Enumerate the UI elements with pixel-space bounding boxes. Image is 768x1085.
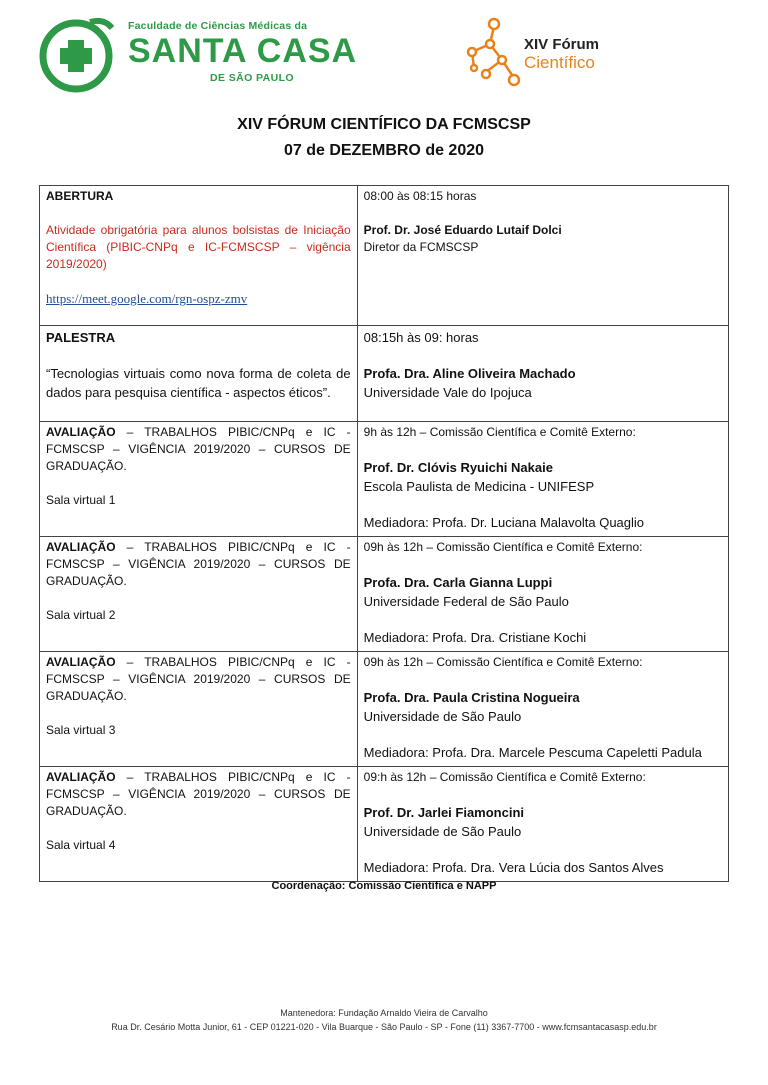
page-date: 07 de DEZEMBRO de 2020 xyxy=(283,142,485,159)
row-affiliation: Universidade Vale do Ipojuca xyxy=(363,385,532,400)
row-left-cell xyxy=(40,422,358,537)
footer-address: Rua Dr. Cesário Motta Junior, 61 - CEP 01221-020 - Vila Buarque - São Paulo - SP - Fone (11) 3367-7700 - www.fcmsantacasasp.edu.br xyxy=(111,1022,657,1032)
row-left-cell xyxy=(40,767,358,882)
row-description: – TRABALHOS PIBIC/CNPq e IC - FCMSCSP – VIGÊNCIA 2019/2020 – CURSOS DE GRADUAÇÃO. xyxy=(46,770,351,818)
logo-faculdade-text: Faculdade de Ciências Médicas da xyxy=(128,20,308,32)
row-affiliation: Diretor da FCMSCSP xyxy=(363,240,479,254)
row-mediator: Mediadora: Profa. Dr. Luciana Malavolta Quaglio xyxy=(363,515,645,530)
row-time: 08:15h às 09: horas xyxy=(363,330,479,345)
logo-santa-casa-text: SANTA CASA xyxy=(128,32,358,70)
row-text xyxy=(46,539,351,590)
page-title: XIV FÓRUM CIENTÍFICO DA FCMSCSP xyxy=(237,116,531,133)
row-mediator: Mediadora: Profa. Dra. Marcele Pescuma Capeletti Padula xyxy=(363,745,702,760)
row-speaker: Prof. Dr. José Eduardo Lutaif Dolci xyxy=(363,223,562,237)
row-room: Sala virtual 3 xyxy=(46,723,116,737)
row-room: Sala virtual 4 xyxy=(46,838,116,852)
row-right-cell xyxy=(357,326,728,422)
row-speaker: Profa. Dra. Aline Oliveira Machado xyxy=(363,366,576,381)
row-left-cell xyxy=(40,652,358,767)
row-affiliation: Escola Paulista de Medicina - UNIFESP xyxy=(363,479,595,494)
meet-link[interactable]: https://meet.google.com/rgn-ospz-zmv xyxy=(46,291,248,306)
row-affiliation: Universidade Federal de São Paulo xyxy=(363,594,569,609)
row-time: 9h às 12h – Comissão Científica e Comitê Externo: xyxy=(363,425,636,439)
molecule-icon xyxy=(462,16,532,88)
logo-sao-paulo-text: DE SÃO PAULO xyxy=(210,72,294,84)
table-row xyxy=(40,186,729,326)
schedule-table xyxy=(39,185,729,882)
row-speaker: Profa. Dra. Paula Cristina Nogueira xyxy=(363,690,580,705)
row-right-cell xyxy=(357,537,728,652)
row-time: 08:00 às 08:15 horas xyxy=(363,189,477,203)
row-room: Sala virtual 1 xyxy=(46,493,116,507)
row-mediator: Mediadora: Profa. Dra. Cristiane Kochi xyxy=(363,630,587,645)
row-text xyxy=(46,769,351,820)
row-speaker: Prof. Dr. Jarlei Fiamoncini xyxy=(363,805,525,820)
header-logos xyxy=(0,0,768,100)
footer-mantenedora: Mantenedora: Fundação Arnaldo Vieira de Carvalho xyxy=(280,1008,488,1018)
row-text xyxy=(46,654,351,705)
row-affiliation: Universidade de São Paulo xyxy=(363,824,522,839)
row-note: Atividade obrigatória para alunos bolsistas de Iniciação Científica (PIBIC-CNPq e IC-FCMSCSP – vigência 2019/2020) xyxy=(46,223,351,271)
row-description: – TRABALHOS PIBIC/CNPq e IC - FCMSCSP – VIGÊNCIA 2019/2020 – CURSOS DE GRADUAÇÃO. xyxy=(46,425,351,473)
row-heading: AVALIAÇÃO xyxy=(46,540,116,554)
row-heading: PALESTRA xyxy=(46,330,116,345)
row-heading: AVALIAÇÃO xyxy=(46,770,116,784)
row-room: Sala virtual 2 xyxy=(46,608,116,622)
row-heading: AVALIAÇÃO xyxy=(46,655,116,669)
row-speaker: Profa. Dra. Carla Gianna Luppi xyxy=(363,575,553,590)
row-left-cell xyxy=(40,186,358,326)
row-description: – TRABALHOS PIBIC/CNPq e IC - FCMSCSP – VIGÊNCIA 2019/2020 – CURSOS DE GRADUAÇÃO. xyxy=(46,540,351,588)
table-row xyxy=(40,767,729,882)
row-right-cell xyxy=(357,652,728,767)
table-row xyxy=(40,422,729,537)
row-mediator: Mediadora: Profa. Dra. Vera Lúcia dos Santos Alves xyxy=(363,860,664,875)
forum-logo-line2: Científico xyxy=(524,53,595,72)
coordination-note: Coordenação: Comissão Científica e NAPP xyxy=(271,880,497,892)
row-time: 09h às 12h – Comissão Científica e Comitê Externo: xyxy=(363,540,643,554)
table-row xyxy=(40,326,729,422)
row-heading: ABERTURA xyxy=(46,189,114,203)
row-text: “Tecnologias virtuais como nova forma de coleta de dados para pesquisa científica - aspectos éticos”. xyxy=(46,366,351,400)
row-speaker: Prof. Dr. Clóvis Ryuichi Nakaie xyxy=(363,460,553,475)
row-right-cell xyxy=(357,422,728,537)
santa-casa-logo xyxy=(38,14,358,94)
row-left-cell xyxy=(40,537,358,652)
row-time: 09h às 12h – Comissão Científica e Comitê Externo: xyxy=(363,655,643,669)
table-row xyxy=(40,537,729,652)
santa-casa-cross-icon xyxy=(38,14,118,94)
table-row xyxy=(40,652,729,767)
row-right-cell xyxy=(357,186,728,326)
forum-logo xyxy=(462,16,622,88)
row-description: – TRABALHOS PIBIC/CNPq e IC - FCMSCSP – VIGÊNCIA 2019/2020 – CURSOS DE GRADUAÇÃO. xyxy=(46,655,351,703)
row-heading: AVALIAÇÃO xyxy=(46,425,116,439)
row-right-cell xyxy=(357,767,728,882)
row-time: 09:h às 12h – Comissão Científica e Comitê Externo: xyxy=(363,770,646,784)
forum-logo-line1: XIV Fórum xyxy=(524,36,600,53)
row-affiliation: Universidade de São Paulo xyxy=(363,709,522,724)
row-text xyxy=(46,424,351,475)
row-left-cell xyxy=(40,326,358,422)
